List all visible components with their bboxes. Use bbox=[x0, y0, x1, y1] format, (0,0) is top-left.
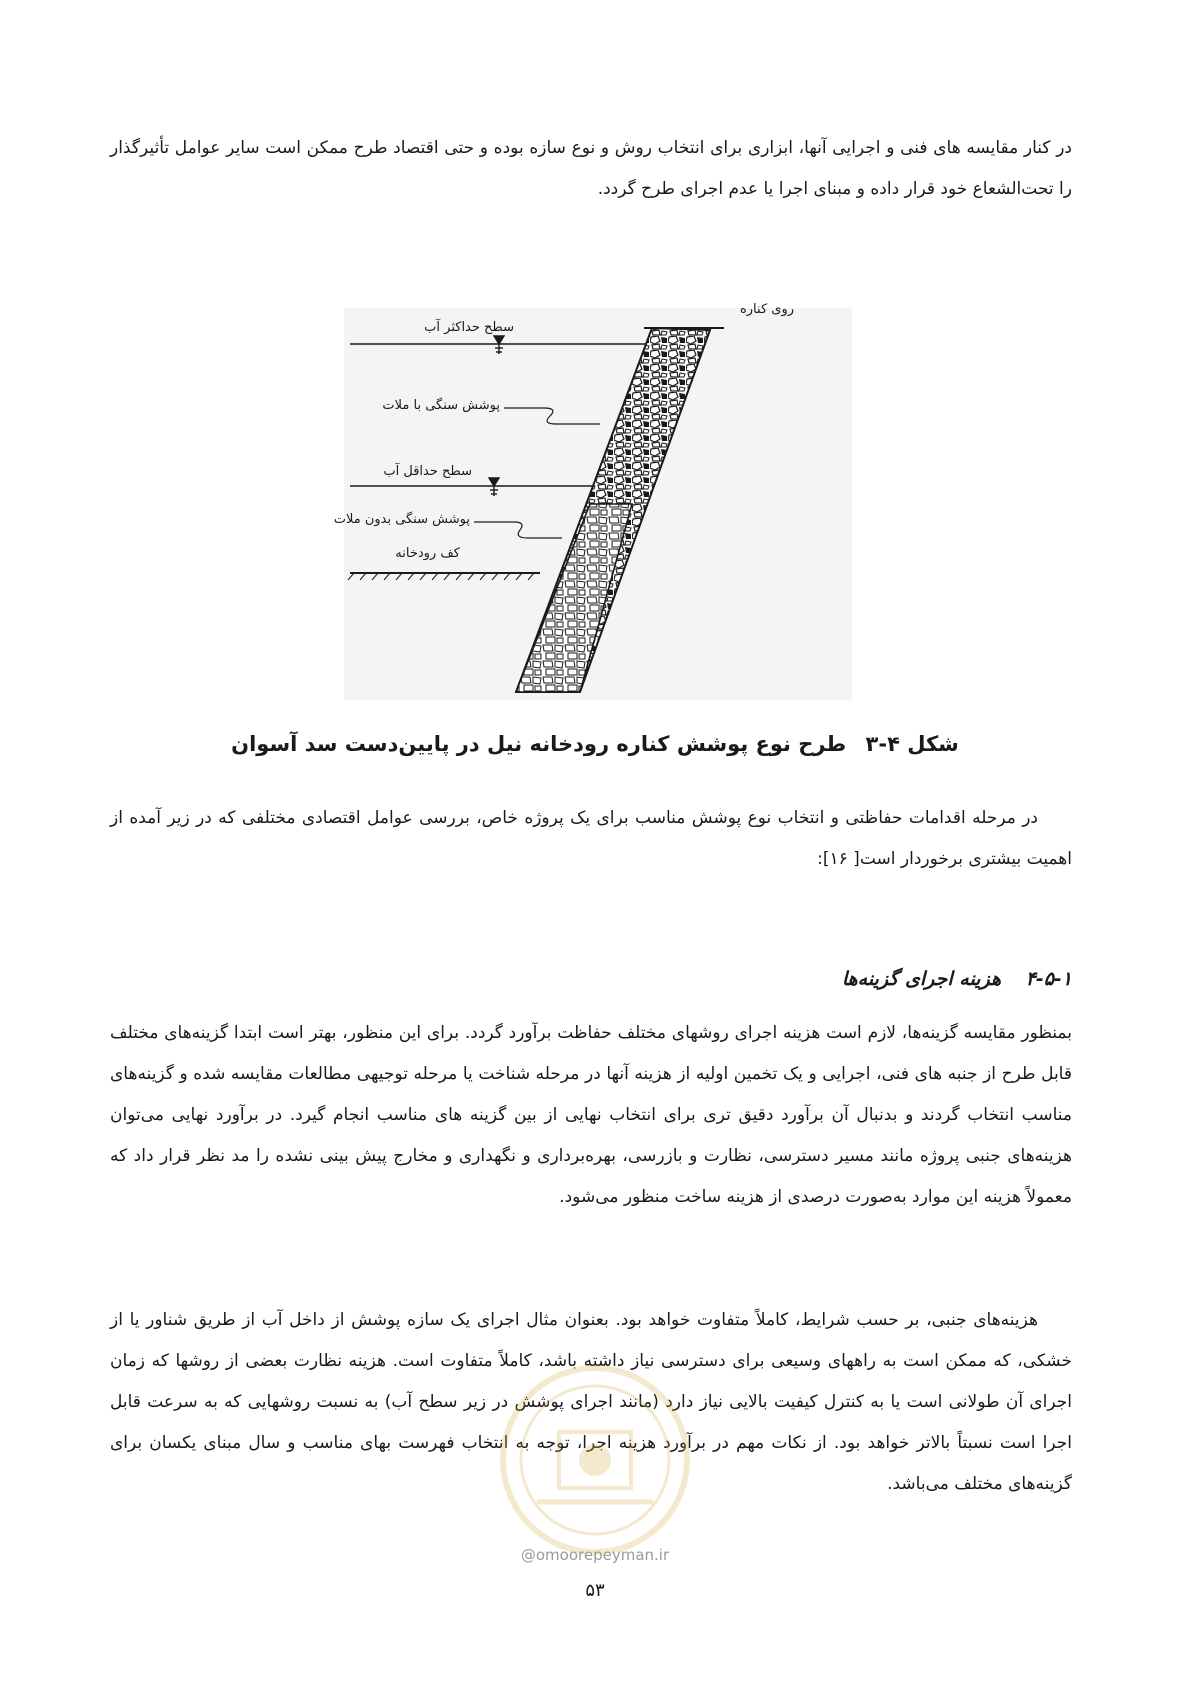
paragraph-side-costs: هزینه‌های جنبی، بر حسب شرایط، کاملاً متفاوت خواهد بود. بعنوان مثال اجرای یک سازه پوشش از داخل آب از طریق شناور یا از خشکی، که ممکن است به راههای وسیعی برای دسترسی نیاز داشته باشد، کاملاً متفاوت است. هزینه نظارت بعضی از روشها که زمان اجرای آن طولانی است یا به کنترل کیفیت بالایی نیاز دارد (مانند اجرای پوشش در زیر سطح آب) به نسبت روشهایی که به سرعت قابل اجرا است نسبتاً بالاتر خواهد بود. از نکات مهم در برآورد هزینه اجرا، توجه به انتخاب فهرست بهای مناسب و سال مبنای یکسان برای گزینه‌های مختلف می‌باشد. bbox=[110, 1310, 1072, 1494]
min-water-marker bbox=[489, 478, 499, 496]
figure-caption bbox=[0, 732, 1190, 756]
caption-text: طرح نوع پوشش کناره رودخانه نیل در پایین‌دست سد آسوان bbox=[231, 732, 847, 756]
paragraph-cost-estimation: بمنظور مقایسه گزینه‌ها، لازم است هزینه اجرای روشهای مختلف حفاظت برآورد گردد. برای این منظور، بهتر است ابتدا گزینه‌های مختلف قابل طرح از جنبه های فنی، اجرایی و یک تخمین اولیه از هزینه آنها در مرحله شناخت یا مرحله توجیهی مطالعات مقایسه شده و گزینه‌های مناسب انتخاب گردند و بدنبال آن برآورد دقیق تری برای انتخاب نهایی از بین گزینه های مناسب انجام گیرد. در برآورد نهایی می‌توان هزینه‌های جنبی پروژه مانند مسیر دسترسی، نظارت و بازرسی، بهره‌برداری و نگهداری و مخارج پیش بینی نشده را مد نظر قرار داد که معمولاً هزینه این موارد به‌صورت درصدی از هزینه ساخت منظور می‌شود. bbox=[110, 1023, 1072, 1207]
label-river-bed: کف رودخانه bbox=[395, 546, 460, 561]
river-bed-hatching bbox=[348, 573, 534, 580]
label-min-water: سطح حداقل آب bbox=[383, 464, 472, 479]
section-number: ۴-۵-۱ bbox=[1025, 968, 1072, 990]
section-heading bbox=[842, 968, 1072, 990]
intro-paragraph: در کنار مقایسه های فنی و اجرایی آنها، ابزاری برای انتخاب روش و نوع سازه بوده و حتی اقتصاد طرح ممکن است سایر عوامل تأثیرگذار را تحت‌الشعاع خود قرار داده و مبنای اجرا یا عدم اجرای طرح گردد. bbox=[110, 138, 1072, 199]
paragraph-economic-factors: در مرحله اقدامات حفاظتی و انتخاب نوع پوشش مناسب برای یک پروژه خاص، بررسی عوامل اقتصادی مختلفی که در زیر آمده از اهمیت بیشتری برخوردار است[ ۱۶]: bbox=[110, 808, 1072, 869]
watermark-seal bbox=[497, 1362, 693, 1558]
riverbank-revetment-figure bbox=[333, 302, 852, 700]
dry-leader-line bbox=[474, 522, 562, 538]
section-title: هزینه اجرای گزینه‌ها bbox=[841, 968, 1001, 990]
label-dry-riprap: پوشش سنگی بدون ملات bbox=[333, 512, 470, 527]
label-max-water: سطح حداکثر آب bbox=[424, 320, 514, 335]
label-grouted-riprap: پوشش سنگی با ملات bbox=[382, 398, 500, 413]
max-water-marker bbox=[494, 336, 504, 354]
grouted-leader-line bbox=[504, 408, 600, 424]
revetment-drawing bbox=[344, 308, 852, 700]
page-number: ۵۳ bbox=[585, 1580, 605, 1601]
label-bank-top: روی کناره bbox=[739, 302, 794, 317]
caption-number: شکل ۴-۳ bbox=[865, 732, 959, 756]
watermark-site: @omoorepeyman.ir bbox=[520, 1546, 670, 1564]
